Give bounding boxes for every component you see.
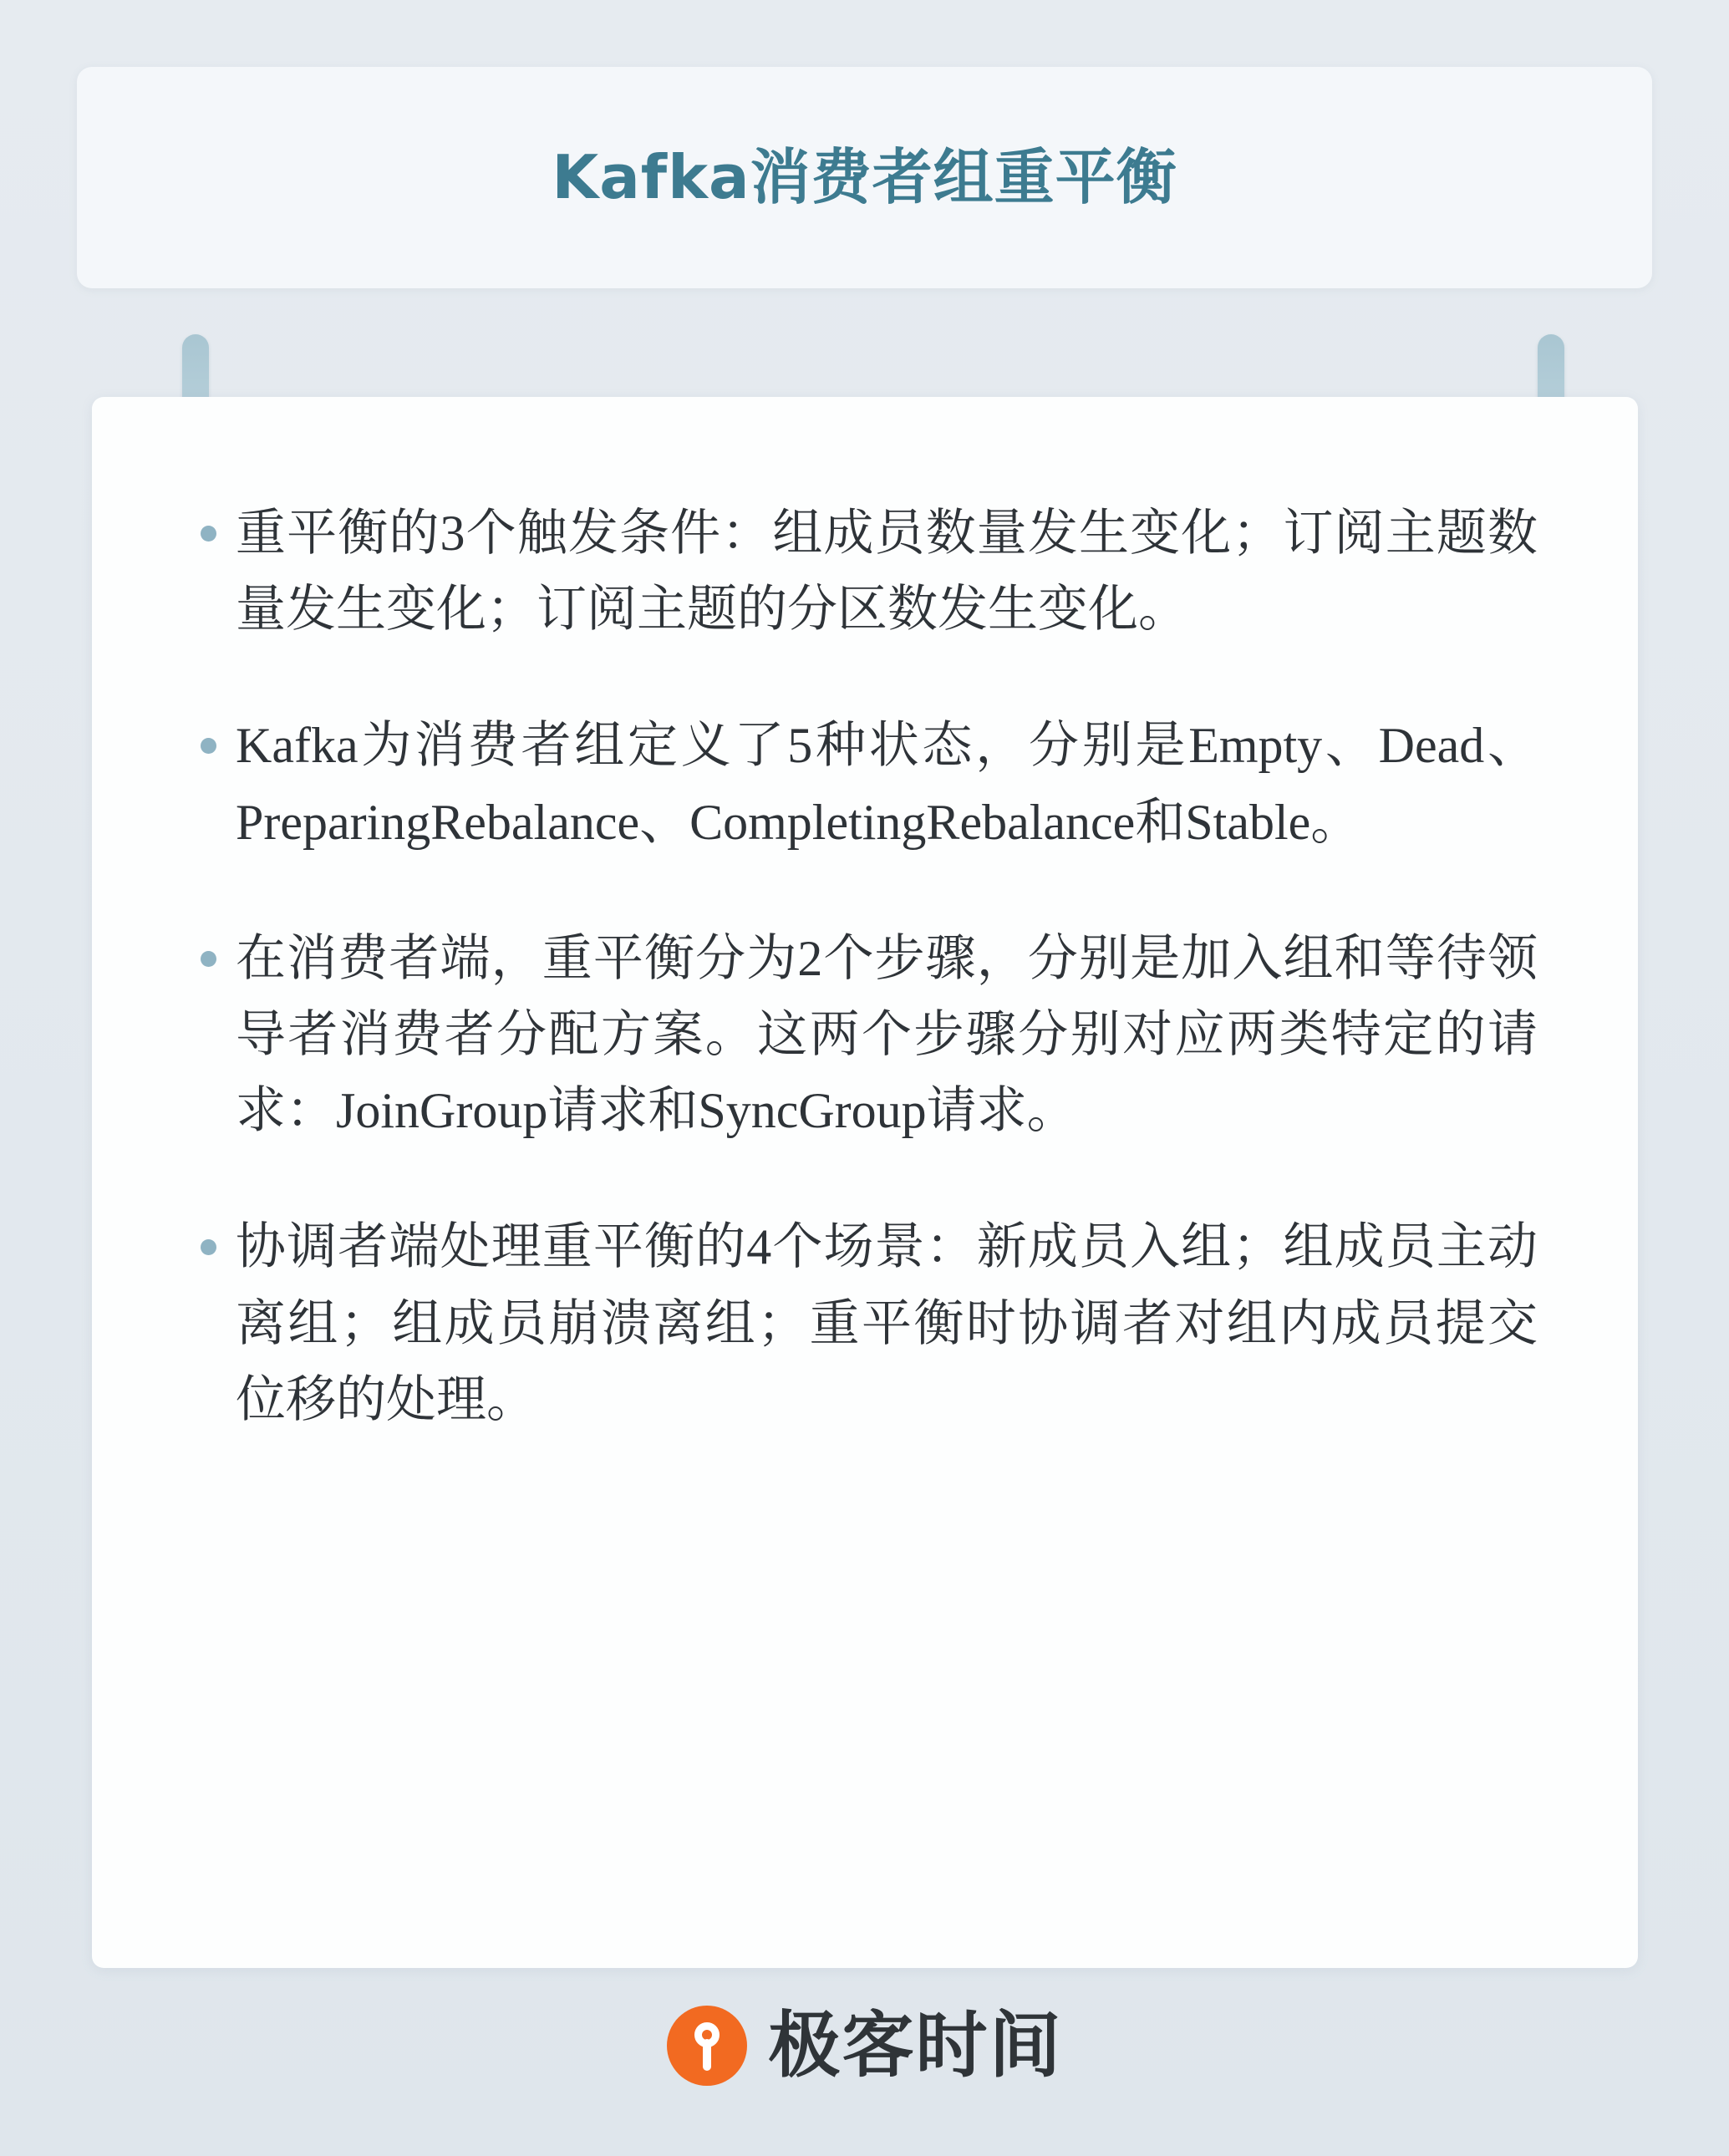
- list-item: 在消费者端，重平衡分为2个步骤，分别是加入组和等待领导者消费者分配方案。这两个步骤分别对应两类特定的请求：JoinGroup请求和SyncGroup请求。: [192, 921, 1538, 1150]
- summary-list: [192, 496, 1538, 1438]
- title-card: [77, 67, 1652, 288]
- content-card: [92, 397, 1638, 1968]
- list-item: 协调者端处理重平衡的4个场景：新成员入组；组成员主动离组；组成员崩溃离组；重平衡时协调者对组内成员提交位移的处理。: [192, 1209, 1538, 1438]
- list-item: Kafka为消费者组定义了5种状态，分别是Empty、Dead、PreparingRebalance、CompletingRebalance和Stable。: [192, 708, 1538, 860]
- brand-name: 极客时间: [768, 2004, 1063, 2087]
- geekbang-logo-icon: [667, 2006, 747, 2086]
- page-title: Kafka消费者组重平衡: [552, 142, 1177, 213]
- list-item: 重平衡的3个触发条件：组成员数量发生变化；订阅主题数量发生变化；订阅主题的分区数发生变化。: [192, 496, 1538, 648]
- footer-brand: [0, 2006, 1729, 2086]
